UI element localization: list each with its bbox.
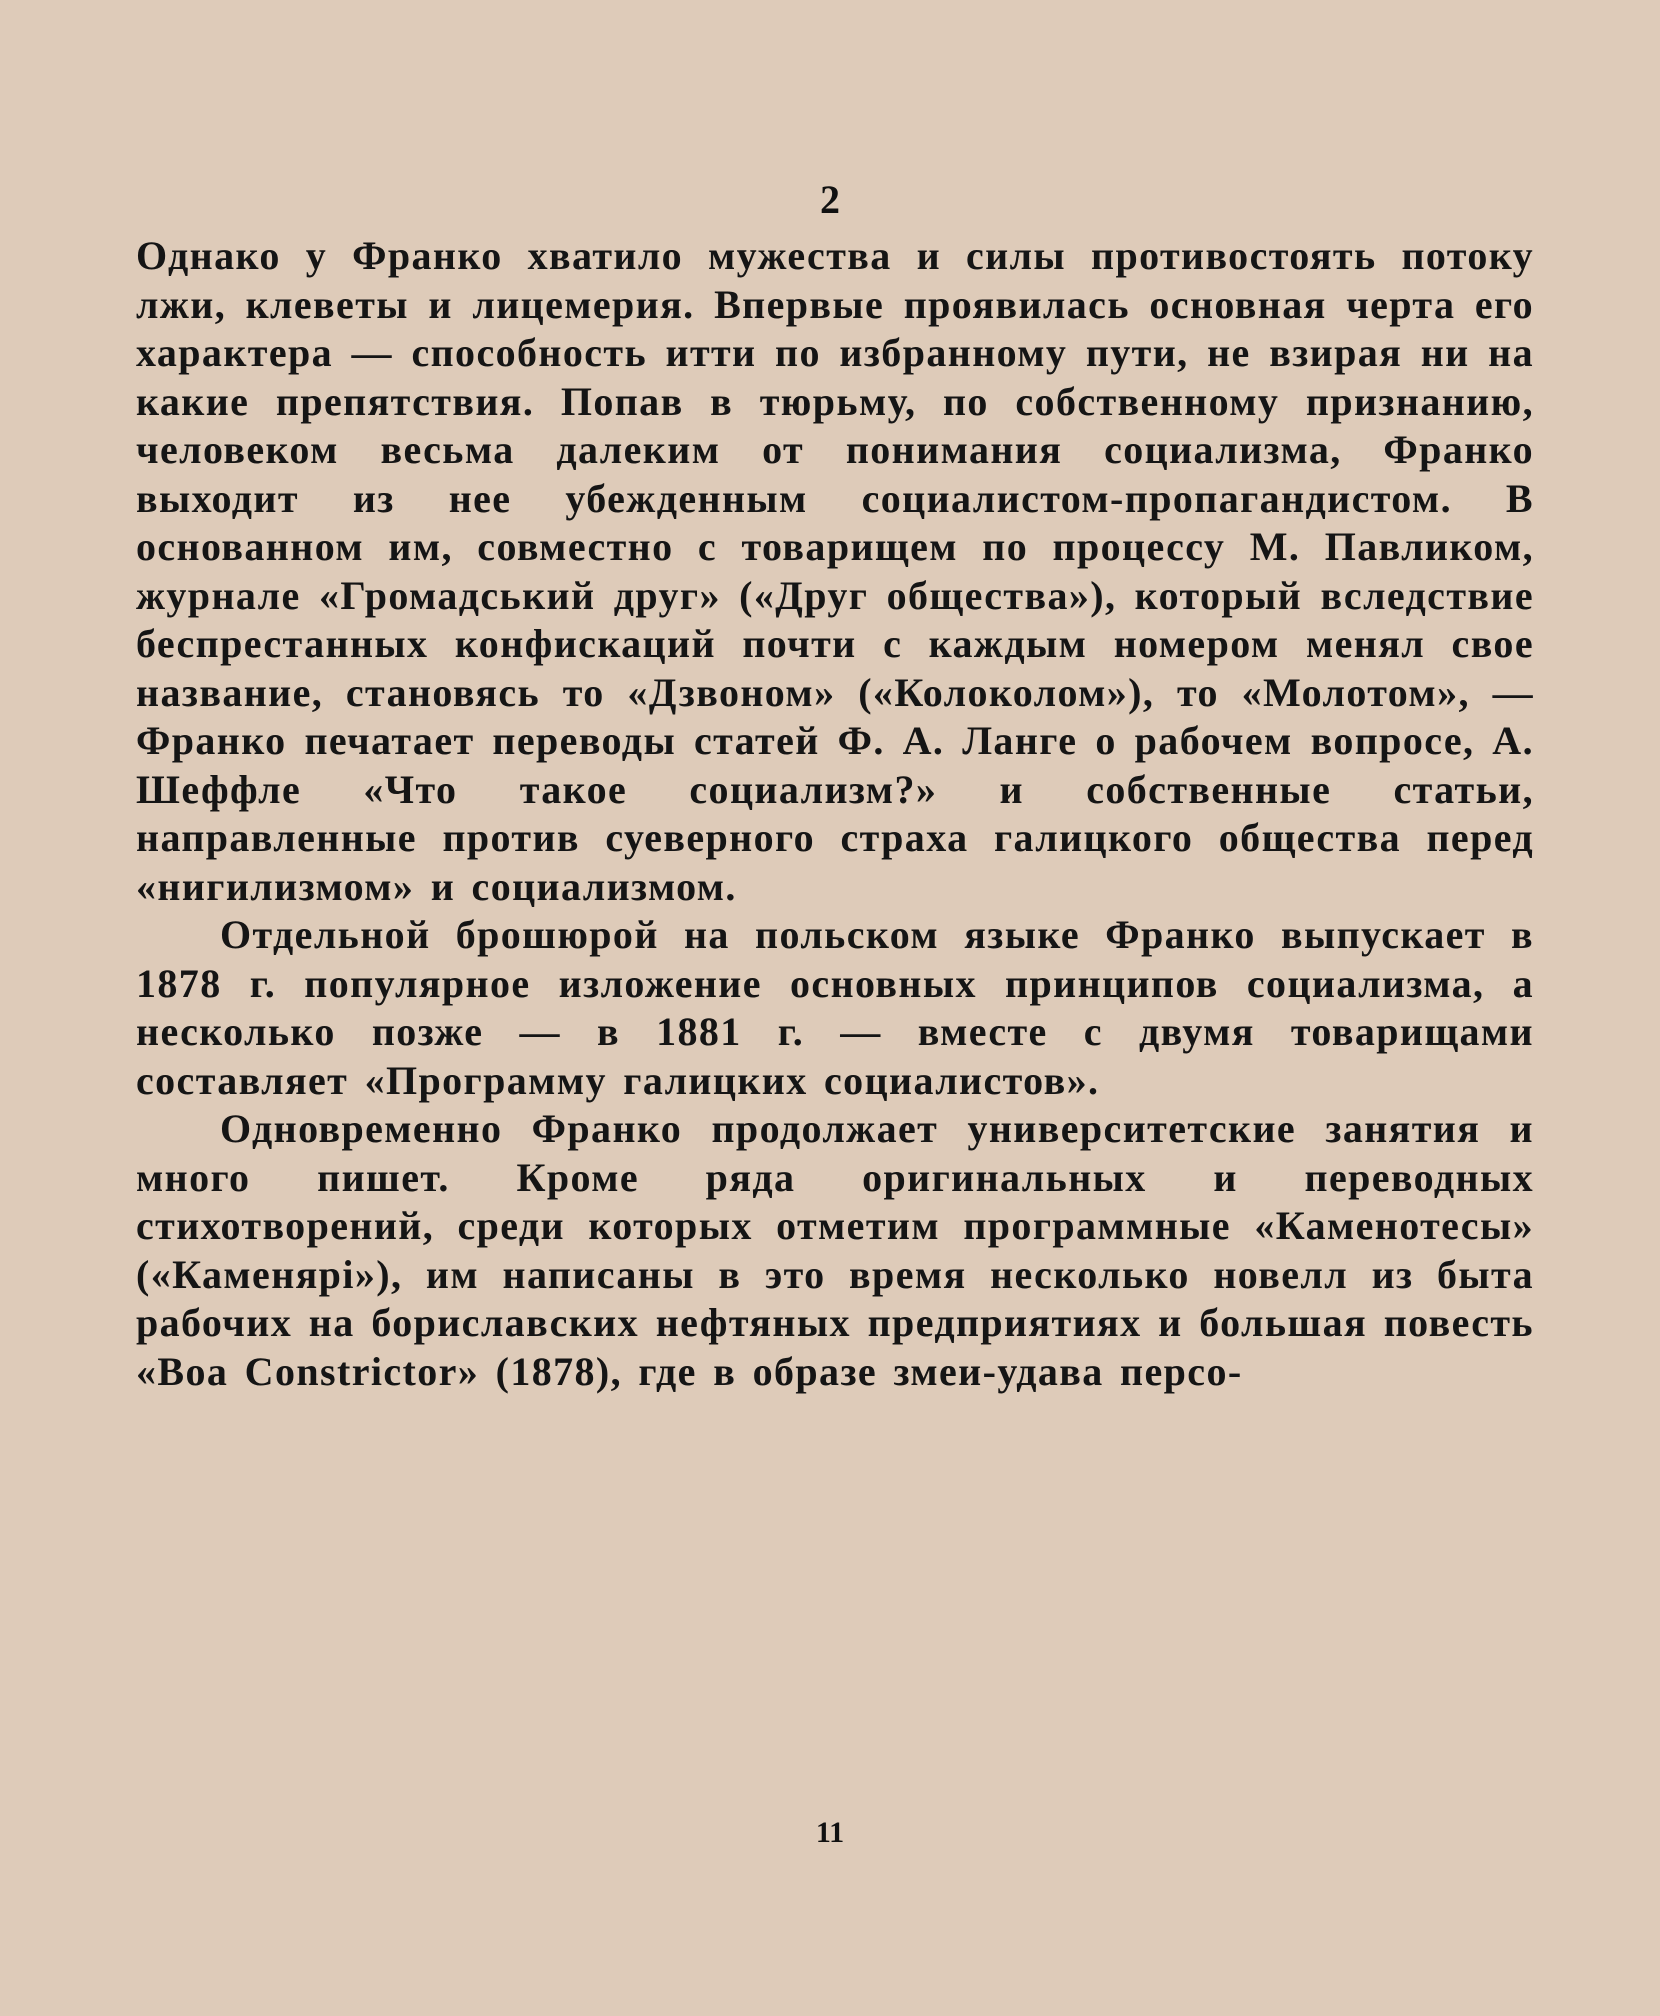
body-text	[136, 232, 1534, 1396]
paragraph-1: Однако у Франко хватило мужества и силы противостоять потоку лжи, клеветы и лицемерия. Впервые проявилась основная черта его характера — способность итти по избранному пути, не взирая ни на какие препятствия. Попав в тюрьму, по собственному признанию, человеком весьма далеким от понимания социализма, Франко выходит из нее убежденным социалистом-пропагандистом. В основанном им, совместно с товарищем по процессу М. Павликом, журнале «Громадський друг» («Друг общества»), который вследствие беспрестанных конфискаций почти с каждым номером менял свое название, становясь то «Дзвоном» («Колоколом»), то «Молотом», — Франко печатает переводы статей Ф. А. Ланге о рабочем вопросе, А. Шеффле «Что такое социализм?» и собственные статьи, направленные против суеверного страха галицкого общества перед «нигилизмом» и социализмом.	[136, 233, 1534, 909]
paragraph-2: Отдельной брошюрой на польском языке Франко выпускает в 1878 г. популярное изложение основных принципов социализма, а несколько позже — в 1881 г. — вместе с двумя товарищами составляет «Программу галицких социалистов».	[136, 912, 1534, 1103]
signature-mark: 2	[820, 177, 840, 222]
page-number: 11	[815, 1816, 845, 1849]
paragraph-3: Одновременно Франко продолжает университетские занятия и много пишет. Кроме ряда оригинальных и переводных стихотворений, среди которых отметим программные «Каменотесы» («Каменярі»), им написаны в это время несколько новелл из быта рабочих на бориславских нефтяных предприятиях и большая повесть «Boa Constrictor» (1878), где в образе змеи-удава персо-	[136, 1106, 1534, 1394]
